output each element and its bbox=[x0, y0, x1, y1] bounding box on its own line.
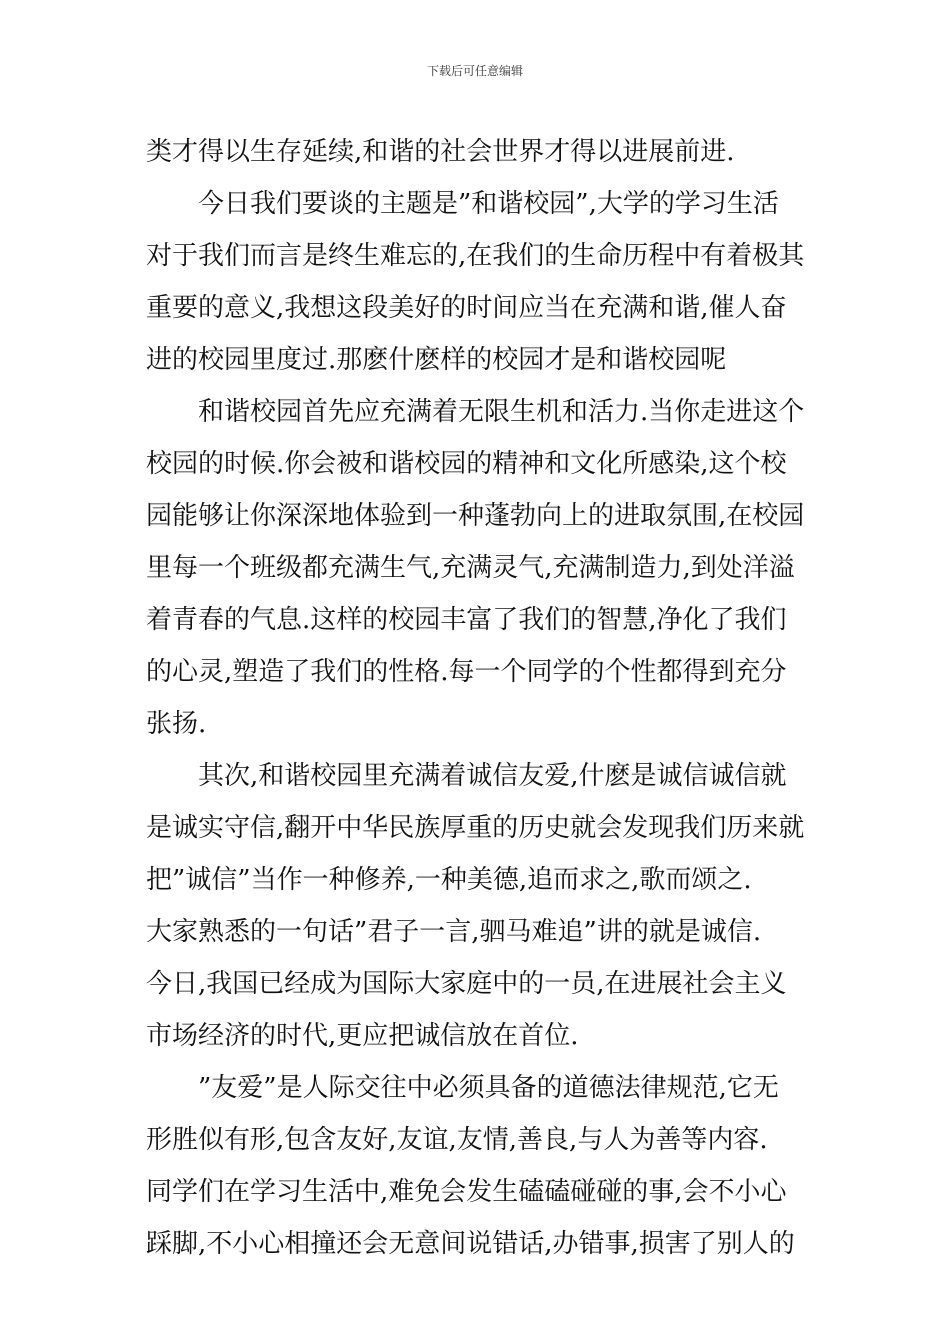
text-line: 进的校园里度过.那麽什麽样的校园才是和谐校园呢 bbox=[146, 345, 727, 375]
page-header: 下载后可任意编辑 bbox=[426, 64, 523, 78]
text-line: 重要的意义,我想这段美好的时间应当在充满和谐,催人奋 bbox=[146, 293, 787, 323]
text-line: ”友爱”是人际交往中必须具备的道德法律规范,它无 bbox=[198, 1073, 779, 1103]
text-line: 其次,和谐校园里充满着诚信友爱,什麽是诚信诚信就 bbox=[198, 761, 787, 791]
document-body bbox=[146, 126, 816, 1270]
text-line: 踩脚,不小心相撞还会无意间说错话,办错事,损害了别人的 bbox=[146, 1229, 795, 1259]
text-line: 和谐校园首先应充满着无限生机和活力.当你走进这个 bbox=[198, 397, 805, 427]
text-line: 同学们在学习生活中,难免会发生磕磕碰碰的事,会不小心 bbox=[146, 1177, 787, 1207]
text-line: 校园的时候.你会被和谐校园的精神和文化所感染,这个校 bbox=[146, 449, 787, 479]
text-line: 市场经济的时代,更应把诚信放在首位. bbox=[146, 1021, 579, 1051]
text-line: 今日我们要谈的主题是”和谐校园”,大学的学习生活 bbox=[198, 189, 779, 219]
text-line: 张扬. bbox=[146, 709, 207, 739]
text-line: 着青春的气息.这样的校园丰富了我们的智慧,净化了我们 bbox=[146, 605, 787, 635]
text-line: 大家熟悉的一句话”君子一言,驷马难追”讲的就是诚信. bbox=[146, 917, 762, 947]
text-line: 园能够让你深深地体验到一种蓬勃向上的进取氛围,在校园 bbox=[146, 501, 805, 531]
text-line: 把”诚信”当作一种修养,一种美德,追而求之,歌而颂之. bbox=[146, 865, 752, 895]
text-line: 对于我们而言是终生难忘的,在我们的生命历程中有着极其 bbox=[146, 241, 805, 271]
text-line: 的心灵,塑造了我们的性格.每一个同学的个性都得到充分 bbox=[146, 657, 787, 687]
text-line: 类才得以生存延续,和谐的社会世界才得以进展前进. bbox=[146, 137, 735, 167]
text-line: 形胜似有形,包含友好,友谊,友情,善良,与人为善等内容. bbox=[146, 1125, 768, 1155]
text-line: 里每一个班级都充满生气,充满灵气,充满制造力,到处洋溢 bbox=[146, 553, 795, 583]
text-line: 今日,我国已经成为国际大家庭中的一员,在进展社会主义 bbox=[146, 969, 787, 999]
text-line: 是诚实守信,翻开中华民族厚重的历史就会发现我们历来就 bbox=[146, 813, 805, 843]
